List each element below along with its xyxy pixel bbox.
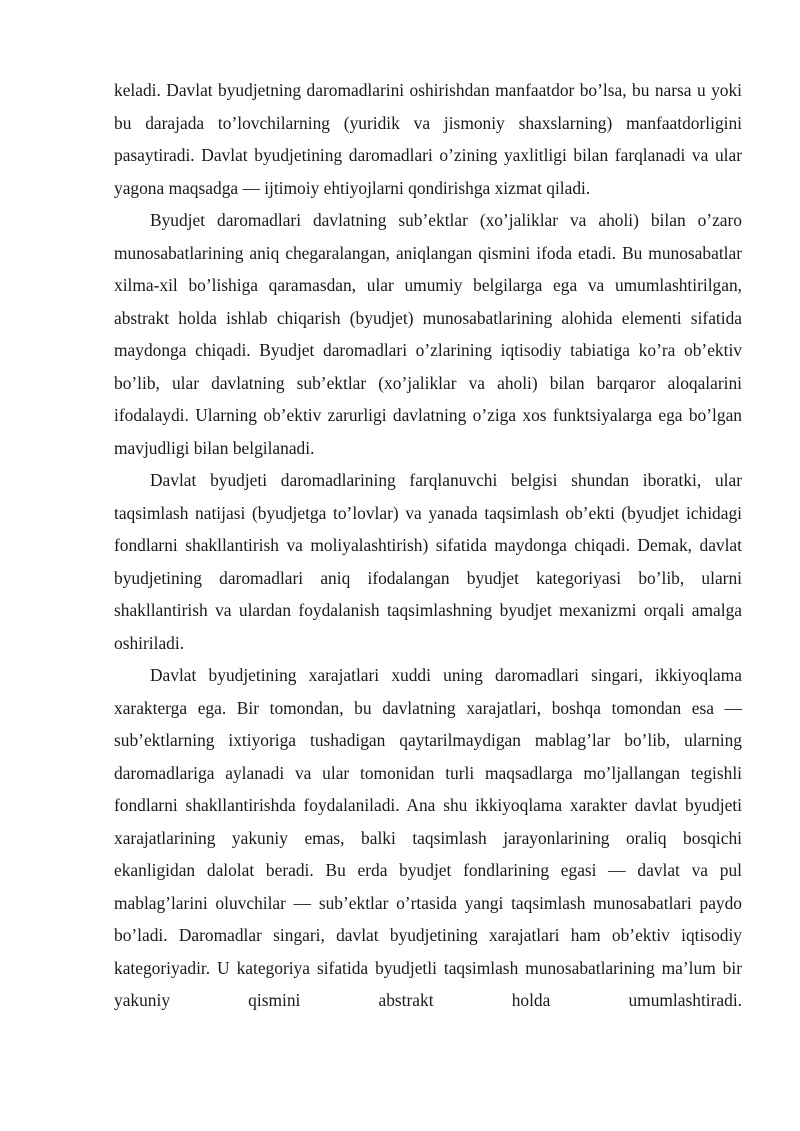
- paragraph-4: Davlat byudjetining xarajatlari xuddi uning daromadlari singari, ikkiyoqlama xarakterga ega. Bir tomondan, bu davlatning xarajatlari, boshqa tomondan esa — sub’ektlarning ixtiyoriga tushadigan qaytarilmaydigan mablag’lar bo’lib, ularning daromadlariga aylanadi va ular tomonidan turli maqsadlarga mo’ljallangan tegishli fondlarni shakllantirishda foydalaniladi. Ana shu ikkiyoqlama xarakter davlat byudjeti xarajatlarining yakuniy emas, balki taqsimlash jarayonlarining oraliq bosqichi ekanligidan dalolat beradi. Bu erda byudjet fondlarining egasi — davlat va pul mablag’larini oluvchilar — sub’ektlar o’rtasida yangi taqsimlash munosabatlari paydo bo’ladi. Daromadlar singari, davlat byudjetining xarajatlari ham ob’ektiv iqtisodiy kategoriyadir. U kategoriya sifatida byudjetli taqsimlash munosabatlarining ma’lum bir yakuniy qismini abstrakt holda umumlashtiradi.: [114, 665, 742, 1010]
- paragraph-2: Byudjet daromadlari davlatning sub’ektlar (xo’jaliklar va aholi) bilan o’zaro munosabatlarining aniq chegaralangan, aniqlangan qismini ifoda etadi. Bu munosabatlar xilma-xil bo’lishiga qaramasdan, ular umumiy belgilarga ega va umumlashtirilgan, abstrakt holda ishlab chiqarish (byudjet) munosabatlarining alohida elementi sifatida maydonga chiqadi. Byudjet daromadlari o’zlarining iqtisodiy tabiatiga ko’ra ob’ektiv bo’lib, ular davlatning sub’ektlar (xo’jaliklar va aholi) bilan barqaror aloqalarini ifodalaydi. Ularning ob’ektiv zarurligi davlatning o’ziga xos funktsiyalarga ega bo’lgan mavjudligi bilan belgilanadi.: [114, 210, 742, 458]
- paragraph-3: Davlat byudjeti daromadlarining farqlanuvchi belgisi shundan iboratki, ular taqsimlash natijasi (byudjetga to’lovlar) va yanada taqsimlash ob’ekti (byudjet ichidagi fondlarni shakllantirish va moliyalashtirish) sifatida maydonga chiqadi. Demak, davlat byudjetining daromadlari aniq ifodalangan byudjet kategoriyasi bo’lib, ularni shakllantirish va ulardan foydalanish taqsimlashning byudjet mexanizmi orqali amalga oshiriladi.: [114, 470, 742, 653]
- body-text: [114, 74, 742, 1017]
- paragraph-1: keladi. Davlat byudjetning daromadlarini oshirishdan manfaatdor bo’lsa, bu narsa u yoki bu darajada to’lovchilarning (yuridik va jismoniy shaxslarning) manfaatdorligini pasaytiradi. Davlat byudjetining daromadlari o’zining yaxlitligi bilan farqlanadi va ular yagona maqsadga — ijtimoiy ehtiyojlarni qondirishga xizmat qiladi.: [114, 80, 742, 198]
